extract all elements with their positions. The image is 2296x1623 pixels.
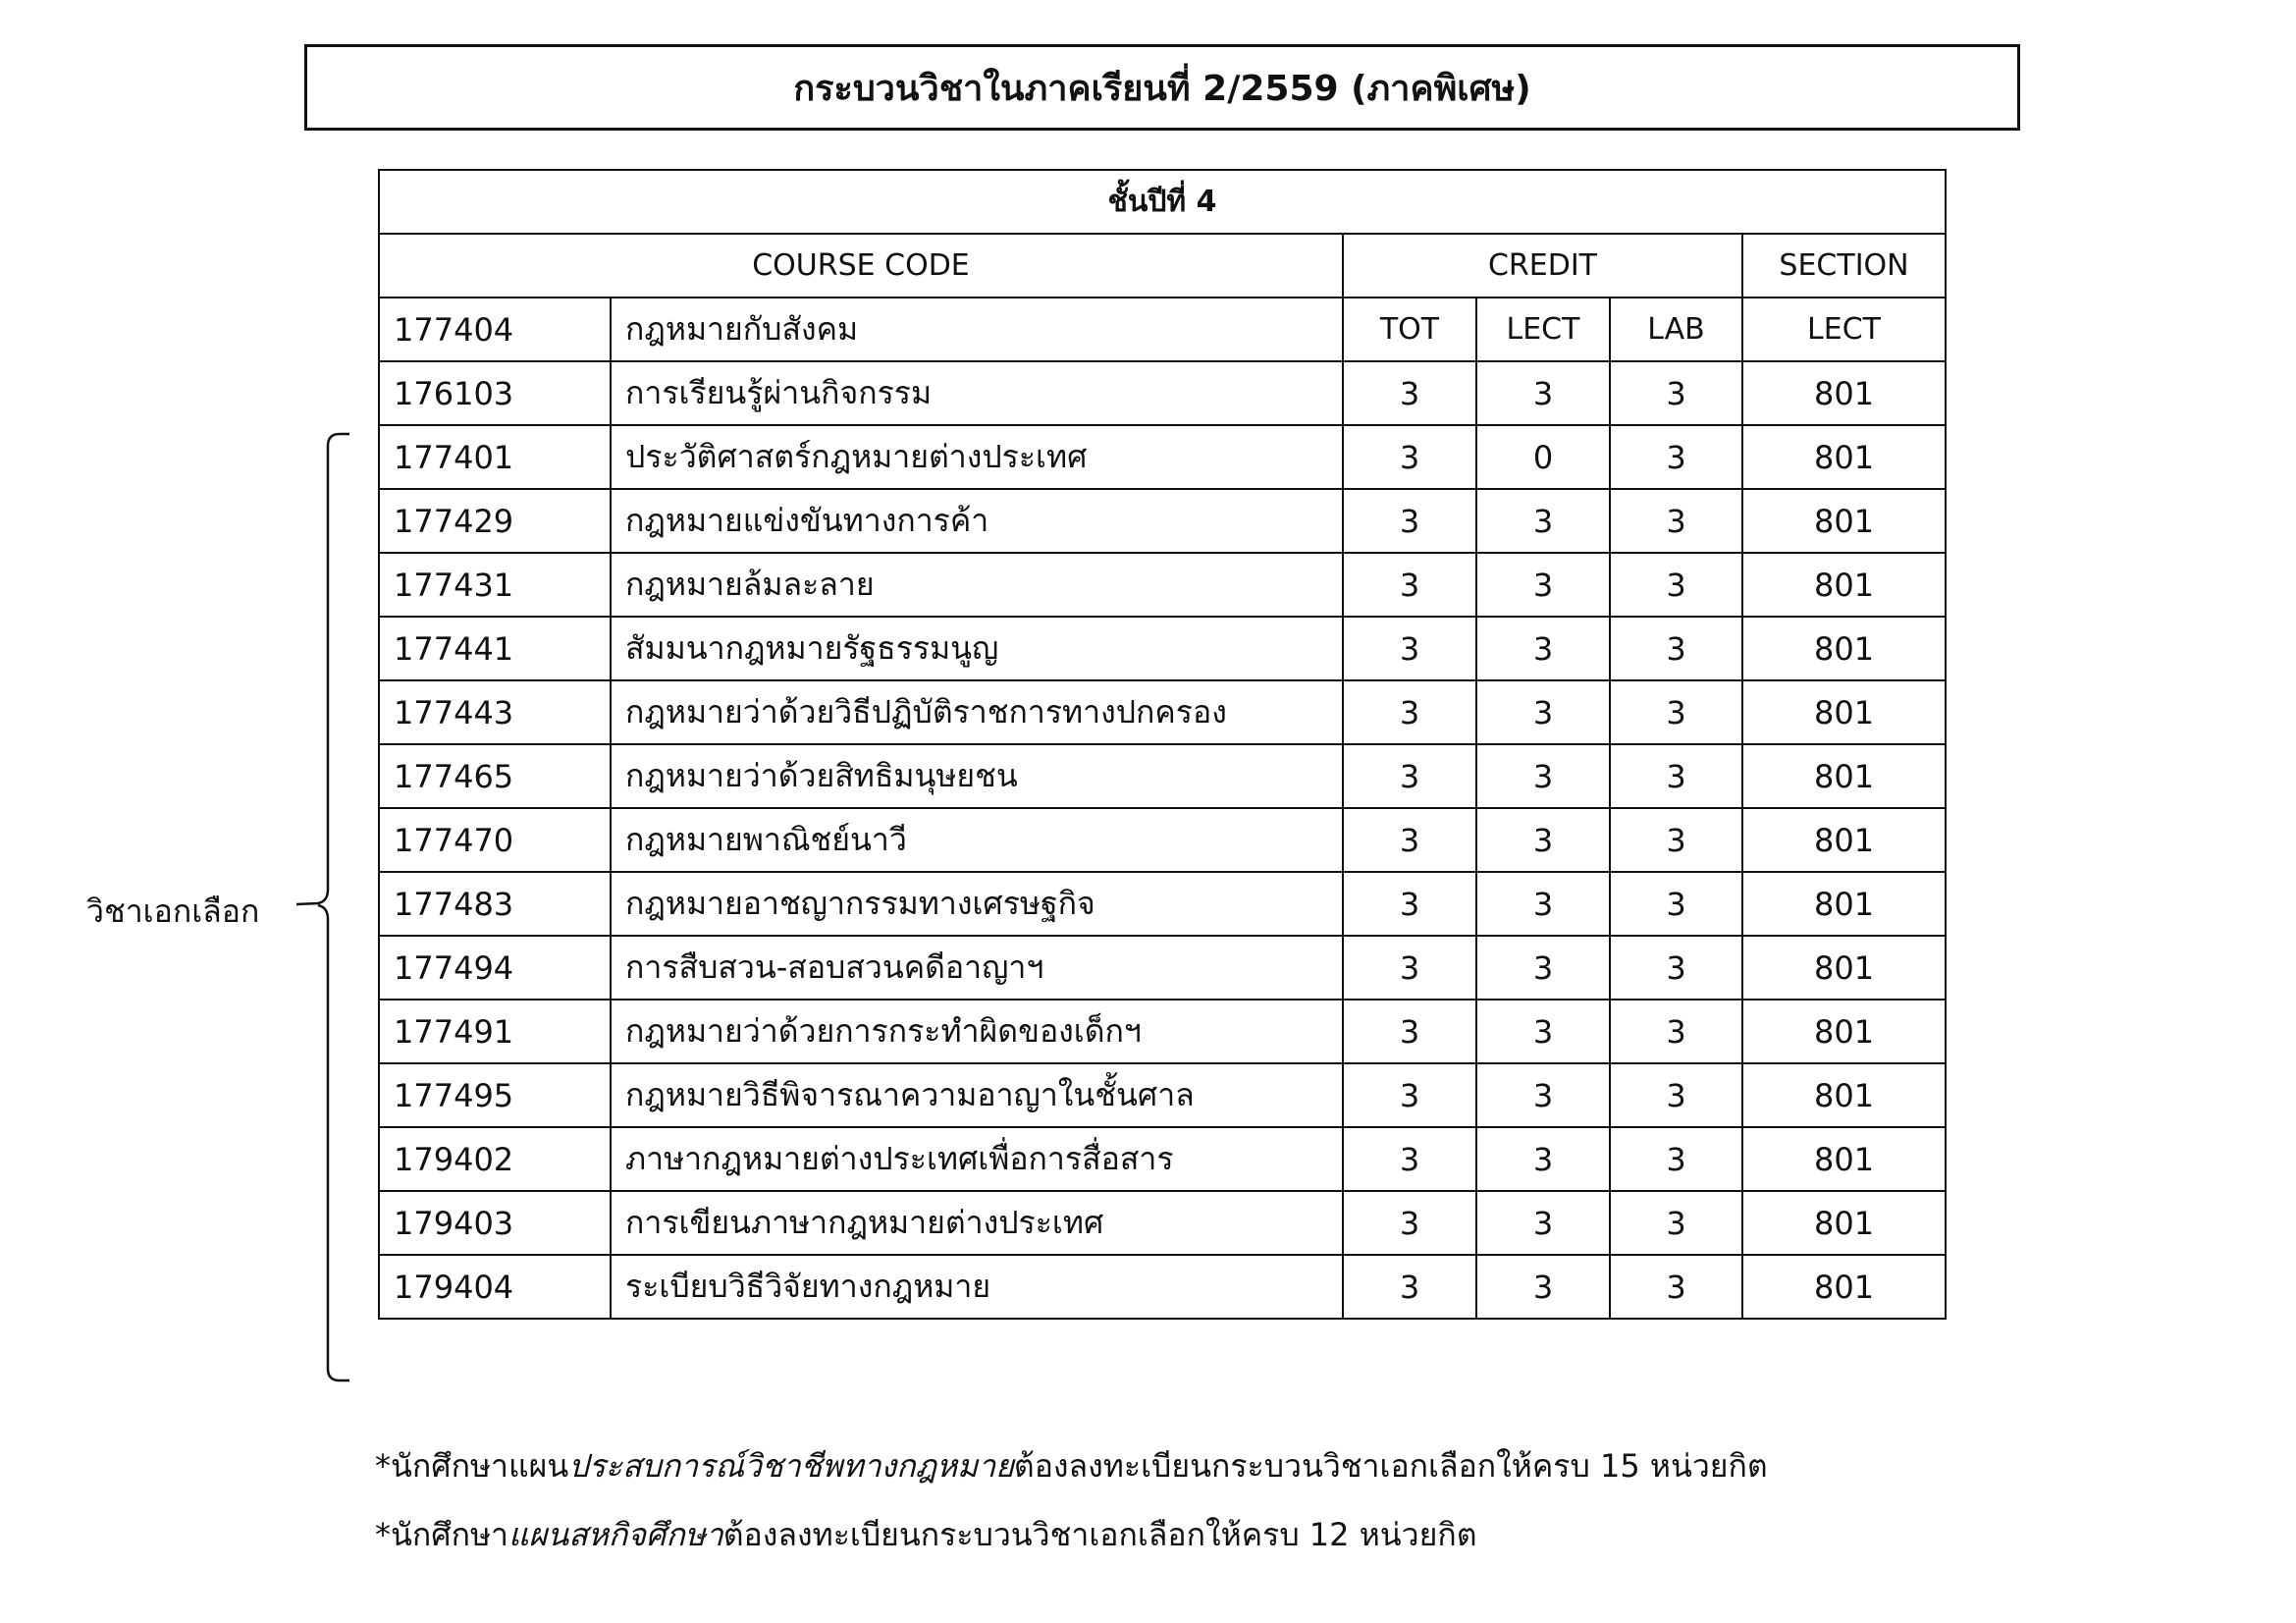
credit-tot: 3 [1343,1063,1476,1127]
credit-tot: 3 [1343,680,1476,744]
credit-lect: 3 [1476,1063,1610,1127]
course-name: สัมมนากฎหมายรัฐธรรมนูญ [611,617,1343,680]
credit-tot: 3 [1343,617,1476,680]
course-name: กฎหมายว่าด้วยวิธีปฏิบัติราชการทางปกครอง [611,680,1343,744]
credit-lab: 3 [1610,361,1742,425]
section-lect-subheader: LECT [1742,298,1946,361]
note-1-suffix: ต้องลงทะเบียนกระบวนวิชาเอกเลือกให้ครบ 15 หน่วยกิต [1013,1447,1768,1485]
credit-lect: 3 [1476,1127,1610,1191]
course-code: 179403 [379,1191,611,1255]
year-header: ชั้นปีที่ 4 [379,170,1946,234]
note-1 [375,1441,1768,1491]
lect-subheader: LECT [1476,298,1610,361]
course-name: การสืบสวน-สอบสวนคดีอาญาฯ [611,936,1343,1000]
credit-header: CREDIT [1343,234,1742,298]
column-header-row [379,234,1946,298]
credit-lab: 3 [1610,1000,1742,1063]
credit-lect: 3 [1476,872,1610,936]
credit-tot: 3 [1343,553,1476,617]
credit-lect: 3 [1476,936,1610,1000]
section-number: 801 [1742,680,1946,744]
course-code: 177401 [379,425,611,489]
course-name: กฎหมายว่าด้วยการกระทำผิดของเด็กฯ [611,1000,1343,1063]
credit-tot: 3 [1343,936,1476,1000]
credit-lect: 3 [1476,1191,1610,1255]
note-2-suffix: ต้องลงทะเบียนกระบวนวิชาเอกเลือกให้ครบ 12 หน่วยกิต [722,1516,1477,1553]
credit-tot: 3 [1343,1191,1476,1255]
credit-lab: 3 [1610,489,1742,553]
credit-lect: 3 [1476,808,1610,872]
course-name: กฎหมายพาณิชย์นาวี [611,808,1343,872]
credit-lect: 3 [1476,680,1610,744]
course-code: 176103 [379,361,611,425]
course-code: 177470 [379,808,611,872]
section-number: 801 [1742,1255,1946,1319]
table-row [379,1191,1946,1255]
section-number: 801 [1742,553,1946,617]
credit-lab: 3 [1610,1255,1742,1319]
course-name: กฎหมายล้มละลาย [611,553,1343,617]
course-code: 177465 [379,744,611,808]
course-name: กฎหมายว่าด้วยสิทธิมนุษยชน [611,744,1343,808]
section-number: 801 [1742,617,1946,680]
course-name: ภาษากฎหมายต่างประเทศเพื่อการสื่อสาร [611,1127,1343,1191]
section-number: 801 [1742,808,1946,872]
table-row [379,680,1946,744]
table-row [379,361,1946,425]
course-code: 177431 [379,553,611,617]
course-name: กฎหมายวิธีพิจารณาความอาญาในชั้นศาล [611,1063,1343,1127]
course-code: 177429 [379,489,611,553]
credit-lab: 3 [1610,1127,1742,1191]
elective-bracket [293,432,351,1394]
credit-lect: 3 [1476,744,1610,808]
note-1-italic: ประสบการณ์วิชาชีพทางกฎหมาย [568,1447,1014,1485]
credit-lab: 3 [1610,1191,1742,1255]
credit-lect: 3 [1476,553,1610,617]
section-number: 801 [1742,425,1946,489]
course-code: 177441 [379,617,611,680]
table-row [379,617,1946,680]
elective-label: วิชาเอกเลือก [86,893,260,930]
credit-lect: 3 [1476,1255,1610,1319]
course-name: การเขียนภาษากฎหมายต่างประเทศ [611,1191,1343,1255]
year-header-row [379,170,1946,234]
credit-lab: 3 [1610,936,1742,1000]
credit-tot: 3 [1343,1127,1476,1191]
section-number: 801 [1742,361,1946,425]
section-header: SECTION [1742,234,1946,298]
course-code: 179402 [379,1127,611,1191]
table-row [379,1000,1946,1063]
credit-tot: 3 [1343,744,1476,808]
note-1-prefix: *นักศึกษาแผน [375,1447,569,1485]
credit-lab: 3 [1610,744,1742,808]
table-row [379,1255,1946,1319]
table-row [379,744,1946,808]
course-code: 177491 [379,1000,611,1063]
table-row [379,298,1946,361]
section-number: 801 [1742,872,1946,936]
credit-lab: 3 [1610,1063,1742,1127]
course-name: กฎหมายอาชญากรรมทางเศรษฐกิจ [611,872,1343,936]
course-code: 179404 [379,1255,611,1319]
credit-lab: 3 [1610,680,1742,744]
course-table [378,169,1947,1320]
credit-lab: 3 [1610,872,1742,936]
course-name: การเรียนรู้ผ่านกิจกรรม [611,361,1343,425]
credit-tot: 3 [1343,425,1476,489]
course-code: 177483 [379,872,611,936]
credit-tot: 3 [1343,1255,1476,1319]
table-row [379,872,1946,936]
credit-tot: 3 [1343,808,1476,872]
credit-lab: 3 [1610,553,1742,617]
note-2 [375,1510,1477,1560]
section-number: 801 [1742,1063,1946,1127]
course-code-header: COURSE CODE [379,234,1343,298]
course-name: ประวัติศาสตร์กฎหมายต่างประเทศ [611,425,1343,489]
table-row [379,553,1946,617]
credit-lect: 3 [1476,617,1610,680]
tot-subheader: TOT [1343,298,1476,361]
credit-lect: 0 [1476,425,1610,489]
credit-lect: 3 [1476,1000,1610,1063]
credit-lect: 3 [1476,361,1610,425]
section-number: 801 [1742,1191,1946,1255]
credit-tot: 3 [1343,1000,1476,1063]
table-row [379,936,1946,1000]
credit-tot: 3 [1343,489,1476,553]
table-row [379,489,1946,553]
table-row [379,425,1946,489]
section-number: 801 [1742,936,1946,1000]
table-row [379,1127,1946,1191]
section-number: 801 [1742,489,1946,553]
credit-lab: 3 [1610,617,1742,680]
course-name: กฎหมายแข่งขันทางการค้า [611,489,1343,553]
lab-subheader: LAB [1610,298,1742,361]
course-code: 177494 [379,936,611,1000]
credit-lab: 3 [1610,425,1742,489]
note-2-italic: แผนสหกิจศึกษา [508,1516,723,1553]
section-number: 801 [1742,1000,1946,1063]
credit-tot: 3 [1343,872,1476,936]
table-row [379,1063,1946,1127]
credit-lab: 3 [1610,808,1742,872]
credit-tot: 3 [1343,361,1476,425]
course-code: 177495 [379,1063,611,1127]
section-number: 801 [1742,744,1946,808]
course-rows [379,361,1946,1319]
course-name: ระเบียบวิธีวิจัยทางกฎหมาย [611,1255,1343,1319]
credit-lect: 3 [1476,489,1610,553]
course-code: 177404 [379,298,611,361]
course-name: กฎหมายกับสังคม [611,298,1343,361]
page-title: กระบวนวิชาในภาคเรียนที่ 2/2559 (ภาคพิเศษ) [304,44,2020,131]
course-code: 177443 [379,680,611,744]
table-row [379,808,1946,872]
note-2-prefix: *นักศึกษา [375,1516,508,1553]
section-number: 801 [1742,1127,1946,1191]
